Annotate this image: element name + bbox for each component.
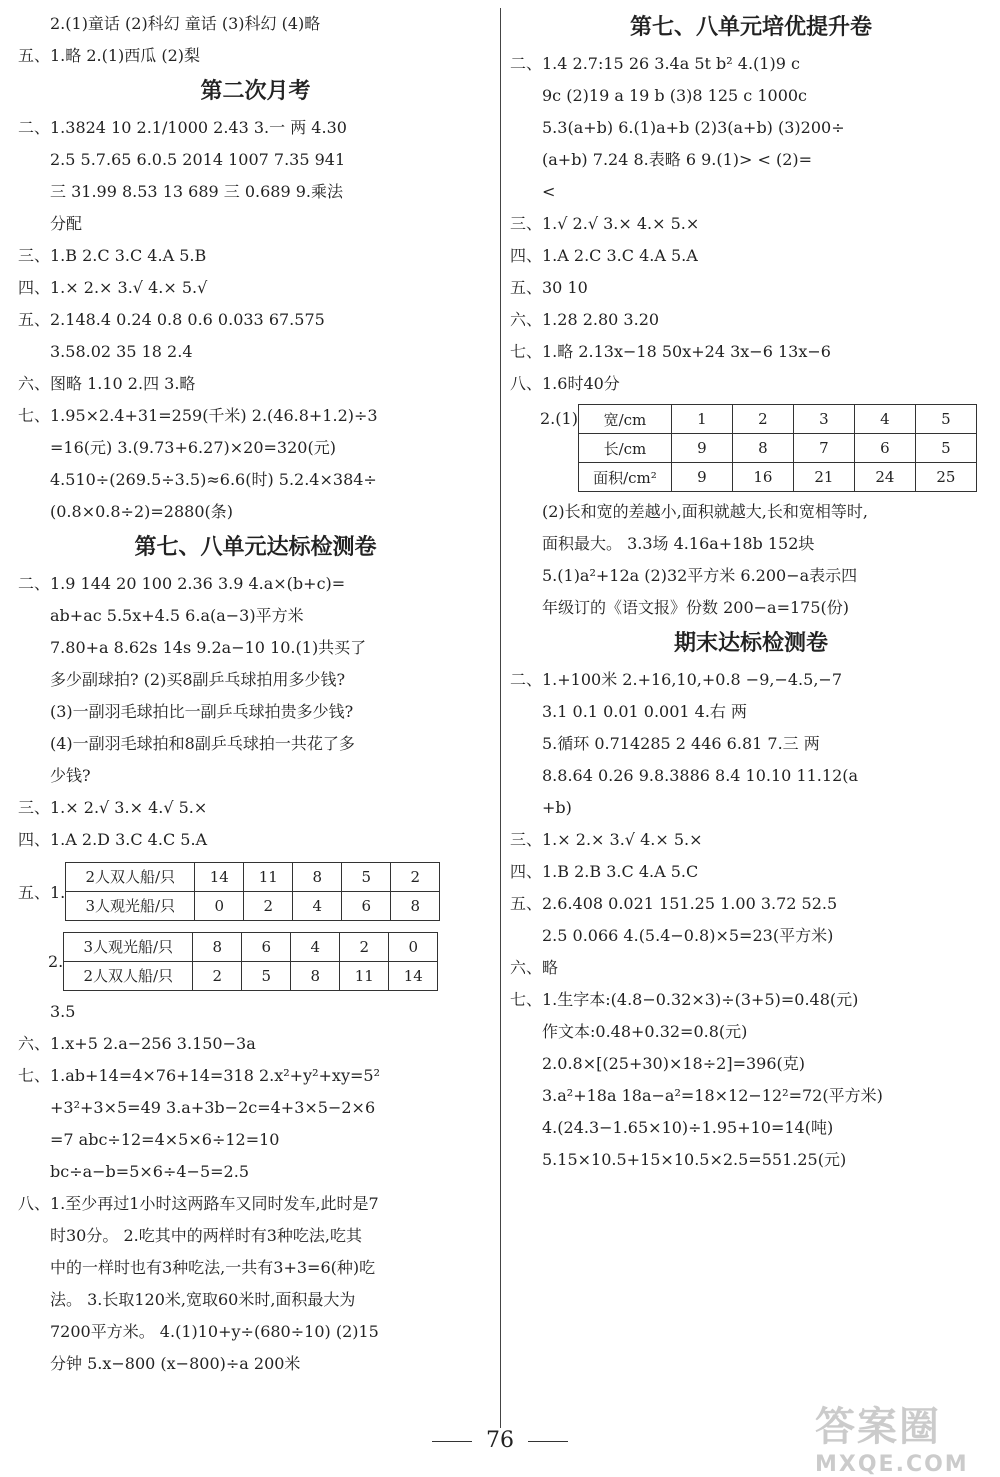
answer-line: 7200平方米。 4.(1)10+y÷(680÷10) (2)15 [50, 1322, 379, 1341]
answer-line: 二、1.+100米 2.+16,10,+0.8 −9,−4.5,−7 [510, 670, 842, 689]
answer-line: 四、1.A 2.C 3.C 4.A 5.A [510, 246, 698, 265]
answer-line: 5.(1)a²+12a (2)32平方米 6.200−a表示四 [542, 566, 858, 585]
table-cell: 0 [195, 891, 244, 920]
table-cell: 2 [391, 862, 440, 891]
answers-unit78-test-a [18, 568, 493, 856]
area-table [578, 404, 977, 492]
table-cell: 5 [342, 862, 391, 891]
heading-unit78-test: 第七、八单元达标检测卷 [134, 535, 377, 560]
answer-line: 2.0.8×[(25+30)×18÷2]=396(克) [542, 1054, 805, 1073]
table-cell: 21 [793, 463, 854, 492]
table-cell: 11 [340, 961, 389, 990]
answer-line: 五、30 10 [510, 278, 588, 297]
column-divider [500, 8, 501, 1428]
table-cell: 2 [340, 932, 389, 961]
answer-line: 法。 3.长取120米,宽取60米时,面积最大为 [50, 1290, 356, 1309]
answers-monthly-exam-2 [18, 112, 493, 528]
table-cell: 0 [389, 932, 438, 961]
answer-line: 四、1.B 2.B 3.C 4.A 5.C [510, 862, 699, 881]
table-row [578, 405, 976, 434]
answer-line: 四、1.A 2.D 3.C 4.C 5.A [18, 830, 208, 849]
table-cell: 2 [732, 405, 793, 434]
table-cell: 3人观光船/只 [66, 891, 195, 920]
table-row [64, 961, 438, 990]
answers-top [18, 8, 493, 72]
answer-line: (3)一副羽毛球拍比一副乒乓球拍贵多少钱? [50, 702, 354, 721]
table-cell: 8 [732, 434, 793, 463]
answer-line: 7.80+a 8.62s 14s 9.2a−10 10.(1)共买了 [50, 638, 367, 657]
table3-label: 2.(1) [540, 409, 578, 428]
answer-line: 三、1.× 2.√ 3.× 4.√ 5.× [18, 798, 208, 817]
table-cell: 6 [242, 932, 291, 961]
answer-line: 三 31.99 8.53 13 689 三 0.689 9.乘法 [50, 182, 344, 201]
table-cell: 3人观光船/只 [64, 932, 193, 961]
answer-line: 2.5 0.066 4.(5.4−0.8)×5=23(平方米) [542, 926, 834, 945]
answer-line: (0.8×0.8÷2)=2880(条) [50, 502, 233, 521]
table-cell: 5 [242, 961, 291, 990]
answer-line: +3²+3×5=49 3.a+3b−2c=4+3×5−2×6 [50, 1098, 376, 1117]
table-cell: 24 [854, 463, 915, 492]
answer-line: 面积最大。 3.3场 4.16a+18b 152块 [542, 534, 815, 553]
answer-line: 七、1.略 2.13x−18 50x+24 3x−6 13x−6 [510, 342, 831, 361]
table-cell: 9 [671, 463, 732, 492]
table-cell: 6 [854, 434, 915, 463]
answer-line: 六、1.28 2.80 3.20 [510, 310, 660, 329]
table1-block [18, 856, 493, 926]
table-cell: 8 [293, 862, 342, 891]
answer-line: 五、1.略 2.(1)西瓜 (2)梨 [18, 46, 201, 65]
answer-line: 六、1.x+5 2.a−256 3.150−3a [18, 1034, 256, 1053]
answer-line: 二、1.9 144 20 100 2.36 3.9 4.a×(b+c)= [18, 574, 346, 593]
table-cell: 4 [854, 405, 915, 434]
table-cell: 14 [195, 862, 244, 891]
table-cell: 9 [671, 434, 732, 463]
table-cell: 宽/cm [578, 405, 671, 434]
answer-line: 六、图略 1.10 2.四 3.略 [18, 374, 196, 393]
table-cell: 面积/cm² [578, 463, 671, 492]
answer-line: 年级订的《语文报》份数 200−a=175(份) [542, 598, 850, 617]
answer-line: 3.58.02 35 18 2.4 [50, 342, 193, 361]
table-cell: 11 [244, 862, 293, 891]
answer-line: 四、1.× 2.× 3.√ 4.× 5.√ [18, 278, 208, 297]
answer-line: (4)一副羽毛球拍和8副乒乓球拍一共花了多 [50, 734, 355, 753]
answer-line: =7 abc÷12=4×5×6÷12=10 [50, 1130, 280, 1149]
boat-table-1 [65, 862, 440, 921]
table3-block [510, 404, 992, 492]
answer-line: 8.8.64 0.26 9.8.3886 8.4 10.10 11.12(a [542, 766, 859, 785]
answer-line: 3.5 [50, 1002, 76, 1021]
answer-line: 中的一样时也有3种吃法,一共有3+3=6(种)吃 [50, 1258, 376, 1277]
watermark-logo: 答案圈 MXQE.COM [815, 1404, 969, 1477]
left-column [18, 8, 493, 1380]
table2-label: 2. [48, 951, 64, 971]
answer-line: +b) [542, 798, 572, 817]
answer-line: 六、略 [510, 958, 559, 977]
table-cell: 8 [193, 932, 242, 961]
answer-line: (a+b) 7.24 8.表略 6 9.(1)> < (2)= [542, 150, 813, 169]
table-row [64, 932, 438, 961]
answers-improvement-a [510, 48, 992, 400]
answer-line: 时30分。 2.吃其中的两样时有3种吃法,吃其 [50, 1226, 362, 1245]
answer-line: 3.a²+18a 18a−a²=18×12−12²=72(平方米) [542, 1086, 883, 1105]
table-cell: 4 [293, 891, 342, 920]
table-row [578, 463, 976, 492]
answer-line: 三、1.√ 2.√ 3.× 4.× 5.× [510, 214, 700, 233]
table-cell: 3 [793, 405, 854, 434]
answer-line: 八、1.至少再过1小时这两路车又同时发车,此时是7 [18, 1194, 379, 1213]
table-cell: 8 [291, 961, 340, 990]
answers-final-exam [510, 664, 992, 1176]
table-cell: 2人双人船/只 [64, 961, 193, 990]
table-cell: 14 [389, 961, 438, 990]
answer-line: 多少副球拍? (2)买8副乒乓球拍用多少钱? [50, 670, 346, 689]
answer-line: =16(元) 3.(9.73+6.27)×20=320(元) [50, 438, 336, 457]
table-cell: 6 [342, 891, 391, 920]
table-cell: 1 [671, 405, 732, 434]
answer-line: 少钱? [50, 766, 91, 785]
page-number: 76 [0, 1428, 1000, 1453]
answer-line: 4.(24.3−1.65×10)÷1.95+10=14(吨) [542, 1118, 834, 1137]
answer-line: 5.15×10.5+15×10.5×2.5=551.25(元) [542, 1150, 847, 1169]
answer-line: 4.510÷(269.5÷3.5)≈6.6(时) 5.2.4×384÷ [50, 470, 377, 489]
answer-line: 二、1.3824 10 2.1/1000 2.43 3.一 两 4.30 [18, 118, 347, 137]
boat-table-2 [63, 932, 438, 991]
answer-line: 9c (2)19 a 19 b (3)8 125 c 1000c [542, 86, 808, 105]
answer-line: 二、1.4 2.7:15 26 3.4a 5t b² 4.(1)9 c [510, 54, 800, 73]
heading-monthly-exam-2: 第二次月考 [200, 79, 311, 104]
table1-label: 五、1. [18, 882, 66, 902]
answer-line: 七、1.生字本:(4.8−0.32×3)÷(3+5)=0.48(元) [510, 990, 859, 1009]
answer-line: (2)长和宽的差越小,面积就越大,长和宽相等时, [542, 502, 868, 521]
table-cell: 2 [244, 891, 293, 920]
table-cell: 2 [193, 961, 242, 990]
answer-line: 三、1.× 2.× 3.√ 4.× 5.× [510, 830, 703, 849]
table-cell: 16 [732, 463, 793, 492]
table-cell: 8 [391, 891, 440, 920]
answer-line: < [542, 182, 556, 201]
answer-line: 七、1.ab+14=4×76+14=318 2.x²+y²+xy=5² [18, 1066, 380, 1085]
answers-unit78-test-b [18, 996, 493, 1380]
table-cell: 2人双人船/只 [66, 862, 195, 891]
table-row [66, 891, 440, 920]
answer-line: 作文本:0.48+0.32=0.8(元) [542, 1022, 748, 1041]
answer-line: 三、1.B 2.C 3.C 4.A 5.B [18, 246, 207, 265]
table-row [66, 862, 440, 891]
right-column [510, 8, 992, 1176]
answer-line: 七、1.95×2.4+31=259(千米) 2.(46.8+1.2)÷3 [18, 406, 378, 425]
heading-improvement-test: 第七、八单元培优提升卷 [629, 15, 872, 40]
table-cell: 25 [915, 463, 976, 492]
answer-line: 2.(1)童话 (2)科幻 童话 (3)科幻 (4)略 [50, 14, 321, 33]
answer-line: 五、2.148.4 0.24 0.8 0.6 0.033 67.575 [18, 310, 325, 329]
answers-improvement-b [510, 496, 992, 624]
answer-line: 五、2.6.408 0.021 151.25 1.00 3.72 52.5 [510, 894, 838, 913]
table-cell: 长/cm [578, 434, 671, 463]
answer-line: 5.循环 0.714285 2 446 6.81 7.三 两 [542, 734, 820, 753]
table-cell: 5 [915, 434, 976, 463]
answer-line: 3.1 0.1 0.01 0.001 4.右 两 [542, 702, 748, 721]
answer-line: 2.5 5.7.65 6.0.5 2014 1007 7.35 941 [50, 150, 346, 169]
answer-line: bc÷a−b=5×6÷4−5=2.5 [50, 1162, 249, 1181]
answer-line: 5.3(a+b) 6.(1)a+b (2)3(a+b) (3)200÷ [542, 118, 845, 137]
table-row [578, 434, 976, 463]
answer-line: ab+ac 5.5x+4.5 6.a(a−3)平方米 [50, 606, 304, 625]
table-cell: 5 [915, 405, 976, 434]
answer-line: 八、1.6时40分 [510, 374, 620, 393]
answer-line: 分配 [50, 214, 83, 233]
heading-final-exam: 期末达标检测卷 [673, 631, 828, 656]
table-cell: 7 [793, 434, 854, 463]
table2-block [18, 926, 493, 996]
answer-line: 分钟 5.x−800 (x−800)÷a 200米 [50, 1354, 301, 1373]
table-cell: 4 [291, 932, 340, 961]
